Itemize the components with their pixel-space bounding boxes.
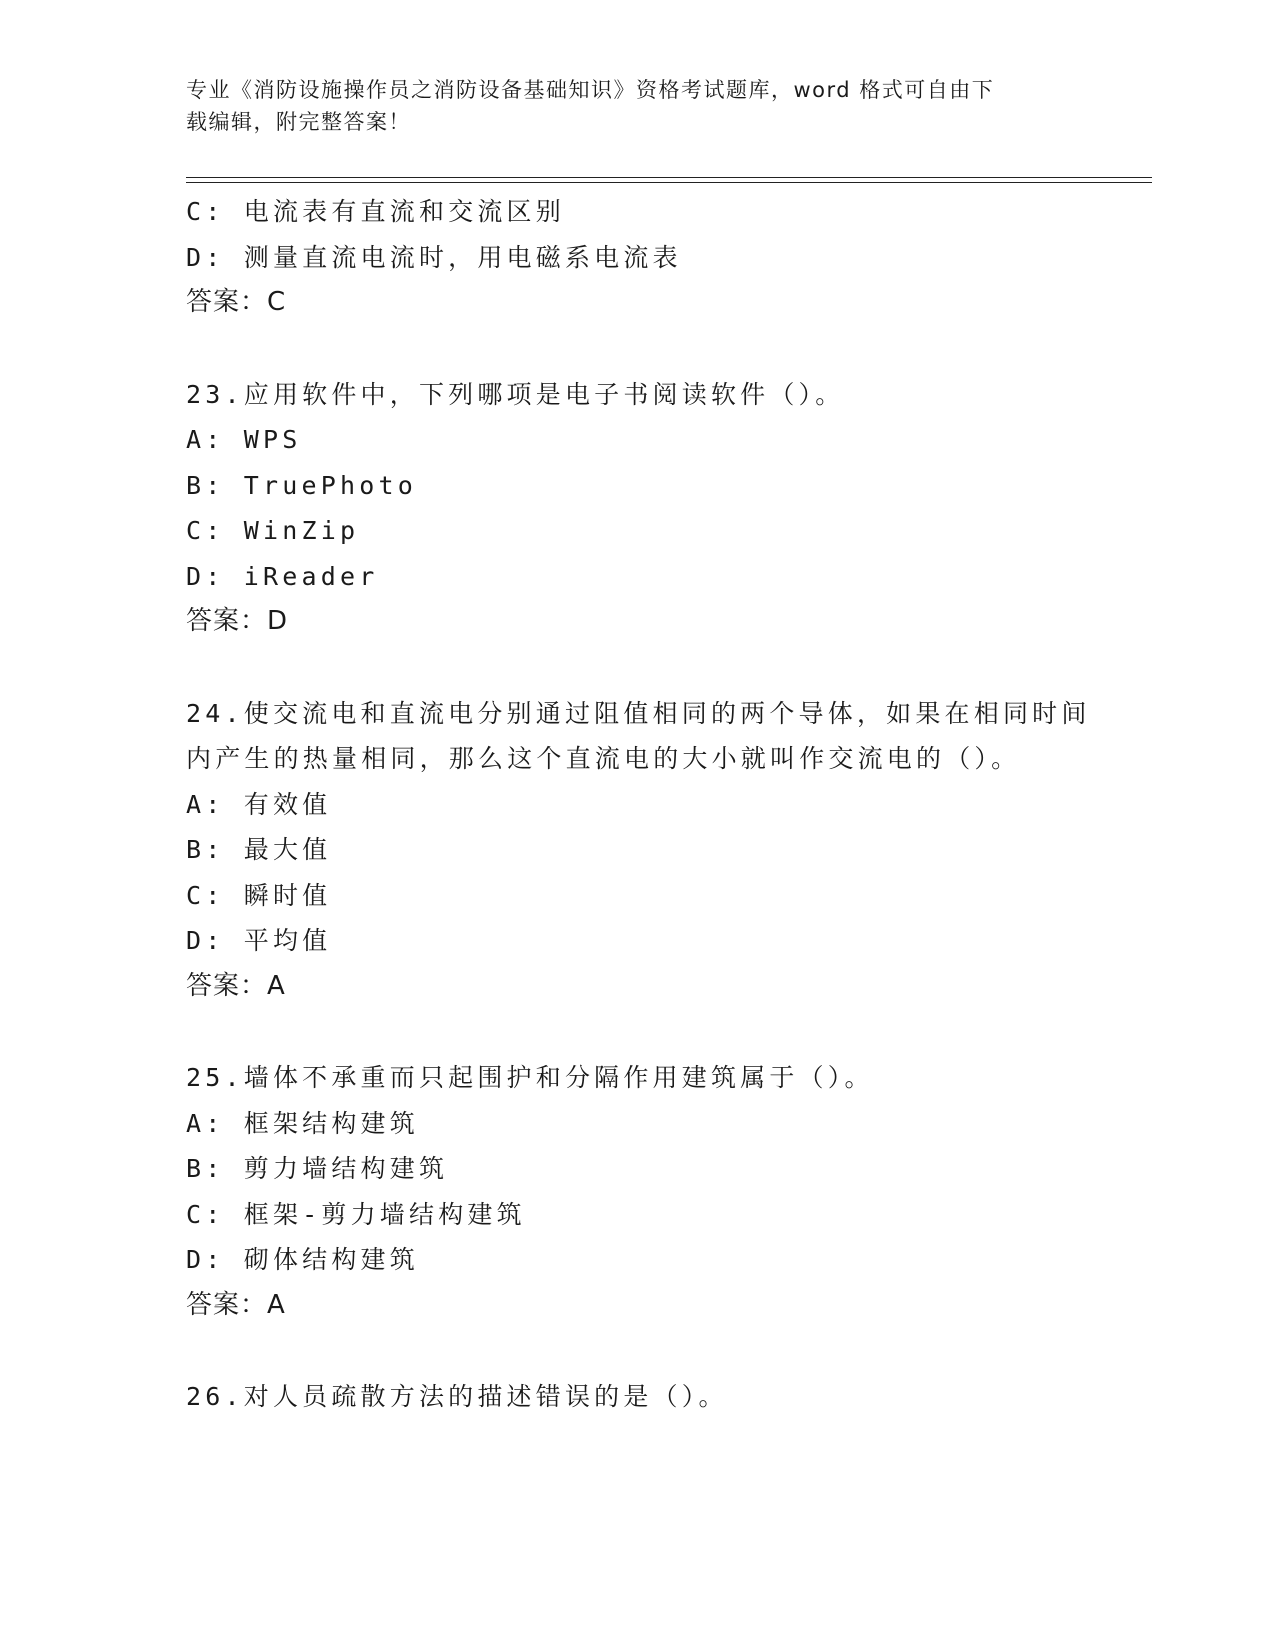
question-stem: 26.对人员疏散方法的描述错误的是（）。	[186, 1382, 728, 1411]
spacer	[186, 1009, 1086, 1055]
option-d: D: iReader	[186, 561, 379, 591]
question-26	[186, 1374, 1086, 1420]
option-c: C: 电流表有直流和交流区别	[186, 197, 565, 226]
option-a: A: WPS	[186, 425, 302, 454]
question-24	[186, 691, 1091, 1010]
option-a: A: 框架结构建筑	[186, 1108, 419, 1138]
option-b: B: 最大值	[186, 835, 332, 864]
spacer	[186, 1328, 1086, 1374]
header-divider-top	[186, 177, 1152, 178]
document-header	[186, 74, 1066, 138]
question-stem-line-1: 24.使交流电和直流电分别通过阻值相同的两个导体，如果在相同时间	[186, 698, 1091, 728]
question-23	[186, 372, 1086, 645]
answer-line: 答案：D	[186, 606, 289, 636]
option-d: D: 平均值	[186, 926, 332, 955]
question-25	[186, 1055, 1086, 1328]
option-b: B: 剪力墙结构建筑	[186, 1154, 449, 1183]
question-stem: 23.应用软件中，下列哪项是电子书阅读软件（）。	[186, 379, 845, 409]
option-a: A: 有效值	[186, 789, 332, 819]
option-d: D: 测量直流电流时，用电磁系电流表	[186, 242, 682, 272]
option-c: C: 框架-剪力墙结构建筑	[186, 1199, 526, 1229]
spacer	[186, 645, 1086, 691]
answer-line: 答案：A	[186, 970, 286, 1001]
spacer	[186, 326, 1086, 372]
header-divider-bottom	[186, 182, 1152, 183]
header-line-2: 载编辑，附完整答案！	[186, 110, 411, 134]
question-stem-line-2: 内产生的热量相同，那么这个直流电的大小就叫作交流电的（）。	[186, 744, 1021, 773]
header-line-1: 专业《消防设施操作员之消防设备基础知识》资格考试题库，word 格式可自由下	[186, 78, 995, 102]
option-d: D: 砌体结构建筑	[186, 1245, 419, 1274]
question-content	[186, 189, 1091, 1420]
option-b: B: TruePhoto	[186, 470, 418, 500]
option-c: C: WinZip	[186, 516, 360, 545]
answer-line: 答案：C	[186, 287, 287, 317]
question-22-continued	[186, 189, 1086, 326]
question-stem: 25.墙体不承重而只起围护和分隔作用建筑属于（）。	[186, 1063, 874, 1092]
answer-line: 答案：A	[186, 1289, 286, 1320]
option-c: C: 瞬时值	[186, 880, 332, 910]
